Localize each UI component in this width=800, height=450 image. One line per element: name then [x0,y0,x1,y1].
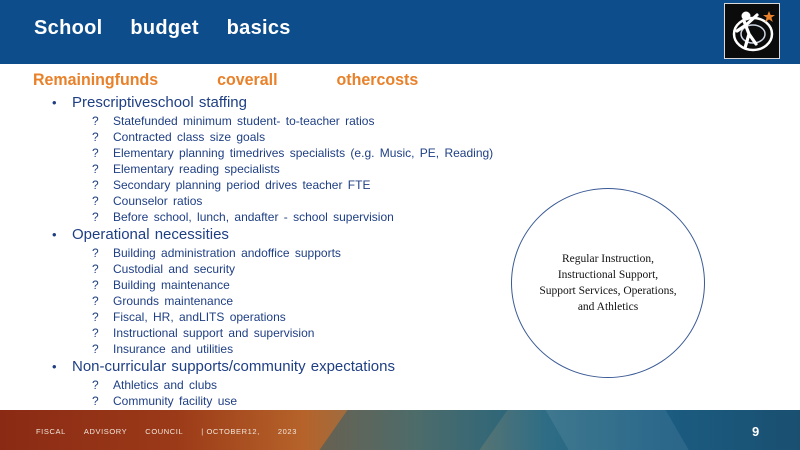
list-item: ? Elementary planning timedrives specialists (e.g. Music, PE, Reading) [92,146,494,160]
sub-bullet-icon: ? [92,130,99,144]
sub-bullet-icon: ? [92,178,99,192]
subheading: Remainingfunds coverall othercosts [33,70,419,89]
sub-bullet-icon: ? [92,294,99,308]
section-heading-operations: • Operational necessities [52,226,229,243]
sub-bullet-icon: ? [92,114,99,128]
footer-bar [0,410,800,450]
list-item: ? Insurance and utilities [92,342,234,356]
district-logo [724,3,780,59]
sub-bullet-icon: ? [92,326,99,340]
circle-label: Regular Instruction, Instructional Support, Support Services, Operations, and Athletics [539,253,677,313]
sub-bullet-icon: ? [92,278,99,292]
sub-bullet-icon: ? [92,162,99,176]
sub-bullet-icon: ? [92,378,99,392]
section-heading-community: • Non-curricular supports/community expectations [52,358,395,375]
sub-bullet-icon: ? [92,194,99,208]
bullet-icon: • [52,359,57,374]
section-heading-staffing: • Prescriptiveschool staffing [52,94,247,111]
list-item: ? Building maintenance [92,278,230,292]
sub-bullet-icon: ? [92,262,99,276]
category-circle [511,188,705,378]
list-item: ? Before school, lunch, andafter - school supervision [92,210,394,224]
list-item: ? Grounds maintenance [92,294,234,308]
list-item: ? Statefunded minimum student- to-teacher ratios [92,114,375,128]
list-item: ? Instructional support and supervision [92,326,315,340]
sub-bullet-icon: ? [92,246,99,260]
bullet-icon: • [52,227,57,242]
list-item: ? Community facility use [92,394,238,408]
list-item: ? Secondary planning period drives teacher FTE [92,178,371,192]
bullet-icon: • [52,95,57,110]
sub-bullet-icon: ? [92,394,99,408]
list-item: ? Custodial and security [92,262,236,276]
list-item: ? Elementary reading specialists [92,162,280,176]
logo-figure-icon [725,4,781,60]
header-bar [0,0,800,64]
list-item: ? Building administration andoffice supports [92,246,341,260]
sub-bullet-icon: ? [92,342,99,356]
footer-caption: FISCAL ADVISORY COUNCIL | OCTOBER12, 2023 [36,427,297,436]
list-item: ? Contracted class size goals [92,130,266,144]
slide-title: School budget basics [34,17,291,39]
list-item: ? Counselor ratios [92,194,203,208]
sub-bullet-icon: ? [92,210,99,224]
page-number: 9 [752,424,760,439]
list-item: ? Fiscal, HR, andLITS operations [92,310,286,324]
list-item: ? Athletics and clubs [92,378,218,392]
sub-bullet-icon: ? [92,146,99,160]
sub-bullet-icon: ? [92,310,99,324]
